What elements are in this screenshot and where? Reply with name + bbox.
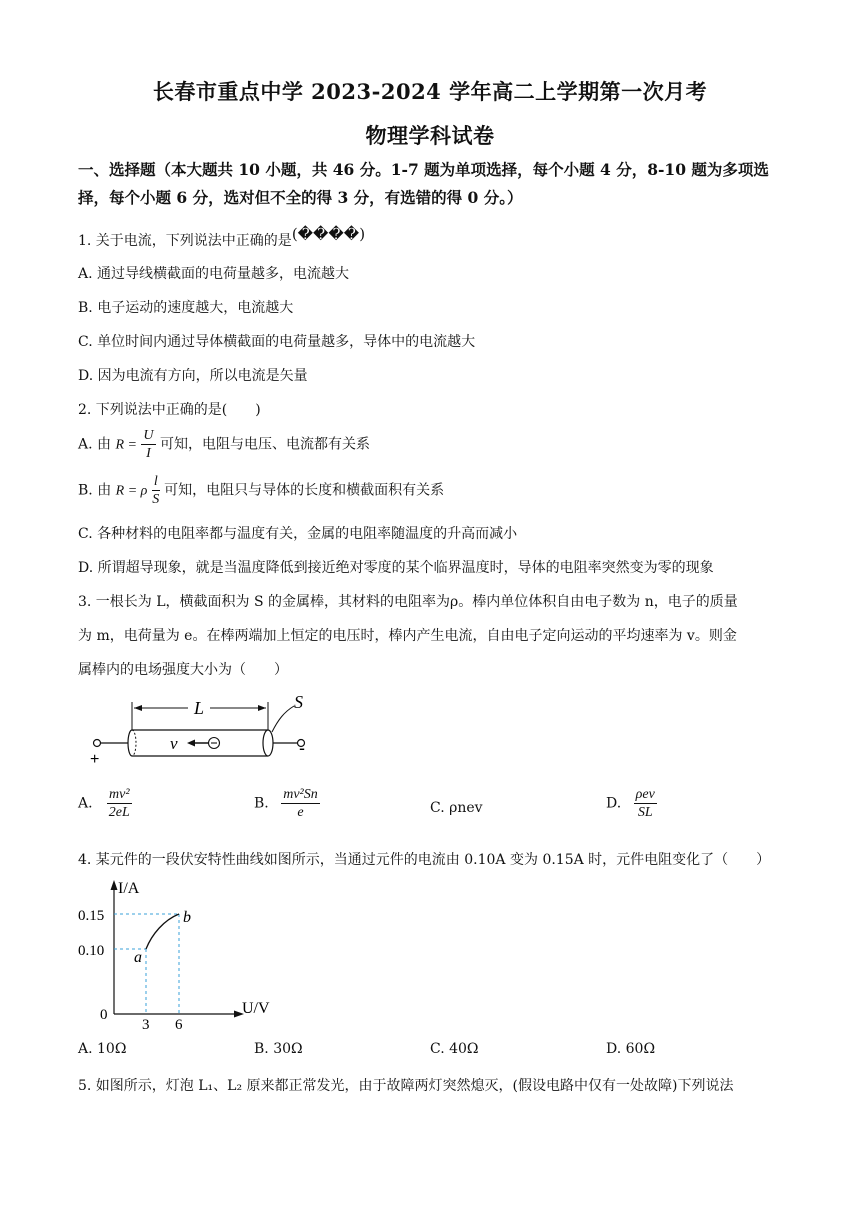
q3-label-minus: -: [299, 738, 305, 758]
q3-dim-arrow-right: [258, 705, 266, 711]
q1-bracket: (����): [291, 225, 366, 243]
q4-option-d: D. 60Ω: [606, 1041, 656, 1057]
q4-x-tick-3: 3: [142, 1017, 150, 1030]
q3-option-b: B. $\frac{\text{mv²Sn}}{e}$: [254, 787, 318, 820]
q4-origin-label: 0: [100, 1007, 108, 1023]
q5-stem: 5. 如图所示，灯泡 L₁、L₂ 原来都正常发光，由于故障两灯突然熄灭，(假设电路中仅有一处故障)下列说法: [78, 1078, 734, 1094]
q2-option-d: D. 所谓超导现象，就是当温度降低到接近绝对零度的某个临界温度时，导体的电阻率突然变为零的现象: [78, 560, 714, 576]
exam-title: 长春市重点中学 2023-2024 学年高二上学期第一次月考: [152, 79, 708, 104]
q1-option-c: C. 单位时间内通过导体横截面的电荷量越多，导体中的电流越大: [78, 334, 476, 350]
q2-b-fraction: $\frac{l}{S}$: [152, 474, 160, 507]
q3-terminal-left: [94, 740, 101, 747]
q4-option-a: A. 10Ω: [78, 1041, 127, 1057]
q3-option-c: C. ρnev: [430, 800, 483, 816]
q4-y-tick-015: 0.15: [78, 908, 105, 924]
q3-stem-line2: 为 m，电荷量为 e。在棒两端加上恒定的电压时，棒内产生电流，自由电子定向运动的平均速率为 v。则金: [78, 628, 737, 644]
q3-option-a: A. $\frac{\text{mv²}}{2eL}$: [78, 787, 130, 820]
q4-iv-graph: [76, 874, 286, 1030]
q1-stem: 1. 关于电流，下列说法中正确的是(����): [78, 225, 366, 249]
q3-option-d: D. $\frac{\text{ρev}}{SL}$: [606, 787, 655, 820]
q4-stem: 4. 某元件的一段伏安特性曲线如图所示，当通过元件的电流由 0.10A 变为 0.15A 时，元件电阻变化了（ ）: [78, 852, 771, 868]
q3-label-L: L: [194, 698, 205, 718]
q4-curve: [146, 914, 179, 949]
q3-rod-figure: [84, 690, 324, 770]
q3-label-S: S: [294, 692, 303, 712]
q2-option-b: B. 由 R = ρ $\frac{l}{S}$ 可知，电阻只与导体的长度和横截面积有关系: [78, 474, 445, 507]
q4-option-c: C. 40Ω: [430, 1041, 479, 1057]
q1-option-a: A. 通过导线横截面的电荷量越多，电流越大: [78, 266, 350, 282]
q3-stem-line3: 属棒内的电场强度大小为（ ）: [78, 662, 288, 678]
q3-label-v: v: [170, 734, 178, 753]
q4-y-tick-010: 0.10: [78, 943, 105, 959]
q3-rod-left-end: [128, 730, 132, 756]
q4-x-label: U/V: [242, 1000, 270, 1017]
section-heading: 一、选择题（本大题共 10 小题，共 46 分。1-7 题为单项选择，每个小题 4 分，8-10 题为多项选择，每个小题 6 分，选对但不全的得 3 分，有选错的得 0 分。）: [78, 160, 769, 207]
q4-point-a: a: [134, 949, 142, 966]
q2-a-fraction: $\frac{U}{I}$: [143, 428, 154, 461]
q3-rod-left-hidden: [132, 730, 136, 756]
q4-x-tick-6: 6: [175, 1017, 183, 1030]
q2-a-formula-lhs: R =: [115, 437, 137, 453]
q3-dim-arrow-left: [134, 705, 142, 711]
q4-option-b: B. 30Ω: [254, 1041, 303, 1057]
q2-b-formula-lhs: R = ρ: [115, 483, 148, 499]
q3-stem-line1: 3. 一根长为 L，横截面积为 S 的金属棒，其材料的电阻率为ρ。棒内单位体积自由电子数为 n，电子的质量: [78, 594, 738, 610]
q2-option-a: A. 由 R = $\frac{U}{I}$ 可知，电阻与电压、电流都有关系: [78, 428, 370, 461]
q4-y-label: I/A: [118, 880, 140, 897]
q4-point-b: b: [183, 909, 191, 926]
q4-y-axis-arrow: [111, 880, 118, 890]
q1-option-d: D. 因为电流有方向，所以电流是矢量: [78, 368, 308, 384]
q3-rod-right-end: [263, 730, 273, 756]
exam-subtitle: 物理学科试卷: [365, 123, 495, 148]
q3-label-plus: +: [90, 751, 100, 768]
q3-s-pointer: [272, 706, 294, 732]
q2-stem: 2. 下列说法中正确的是( ): [78, 402, 261, 418]
q2-option-c: C. 各种材料的电阻率都与温度有关，金属的电阻率随温度的升高而减小: [78, 526, 518, 542]
q3-velocity-arrowhead: [187, 740, 195, 747]
q1-option-b: B. 电子运动的速度越大，电流越大: [78, 300, 294, 316]
